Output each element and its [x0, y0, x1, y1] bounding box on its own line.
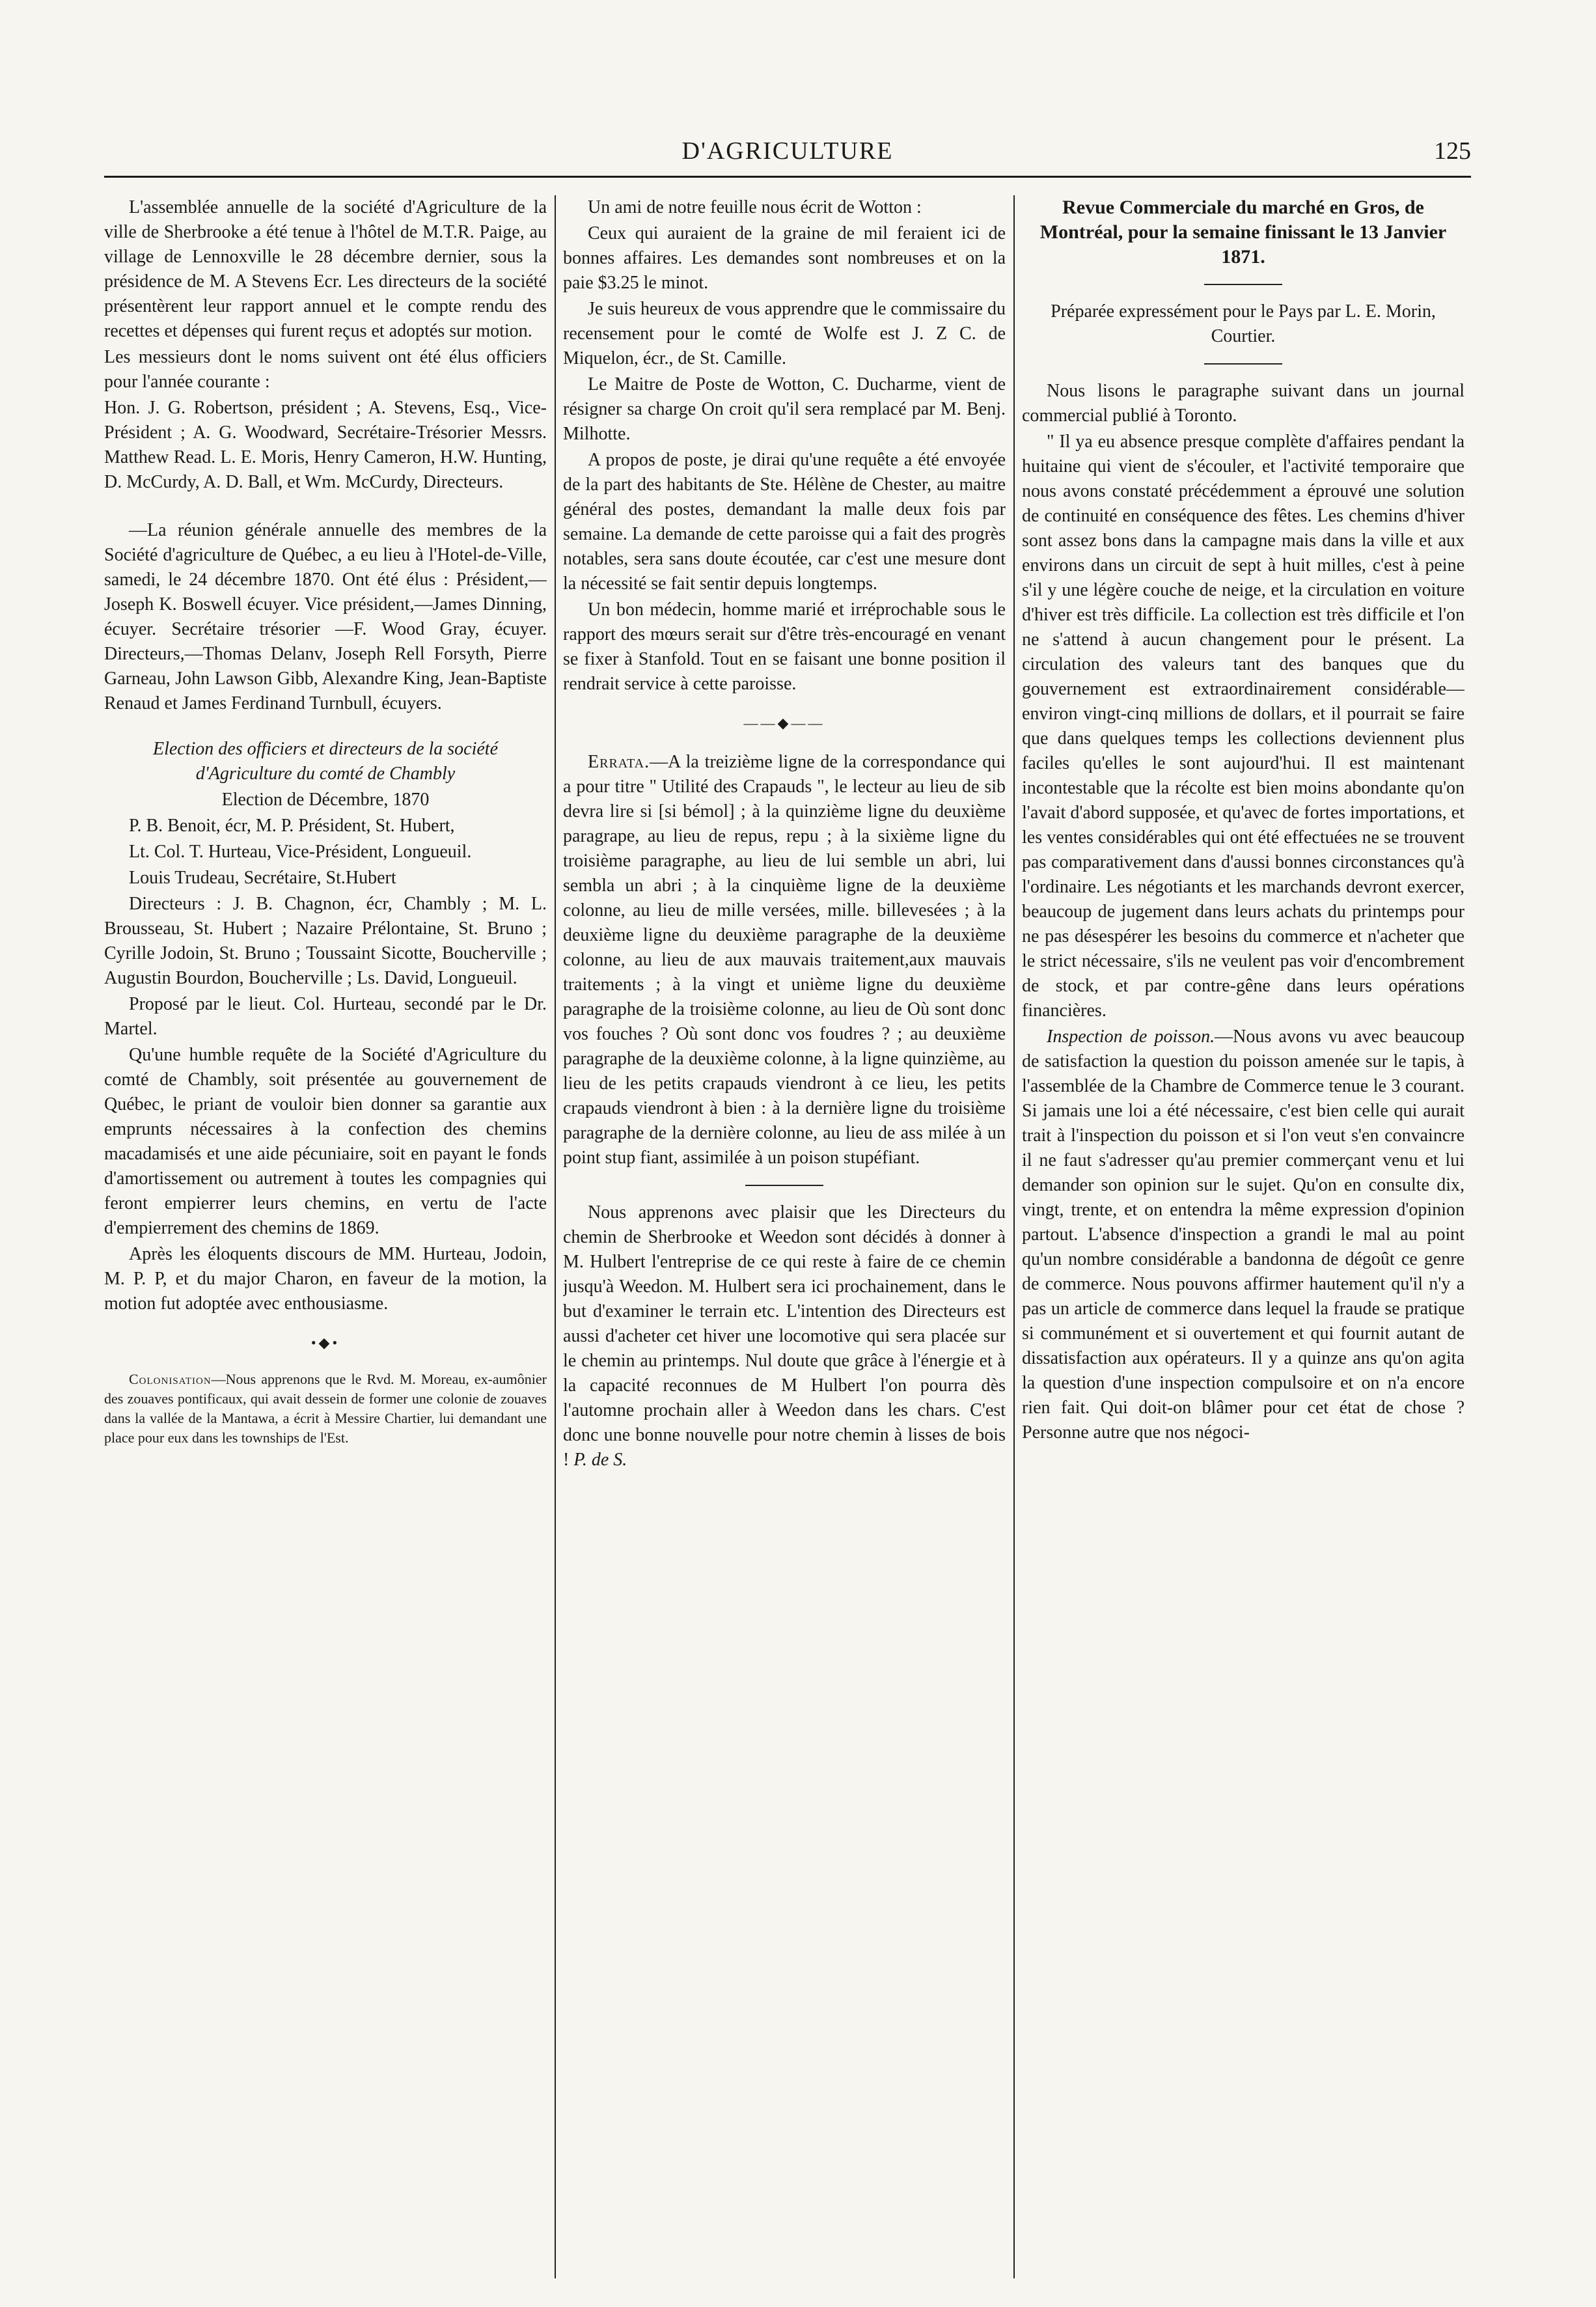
paragraph: L'assemblée annuelle de la société d'Agriculture de la ville de Sherbrooke a été tenue à l'hôtel de M.T.R. Paige, au village de Lennoxville le 28 décembre dernier, sous la présidence de M. A Stevens Ecr. Les directeurs de la société présentèrent leur rapport annuel et le compte rendu des recettes et dépenses qui furent reçus et adoptés sur motion. [104, 197, 547, 341]
errata-text: —A la treizième ligne de la correspondance qui a pour titre " Utilité des Crapauds ", le lecteur au lieu de sib devra lire si [si bémol] ; à la quinzième ligne du deuxième paragrape, au lieu de repus, repu ; à la sixième ligne du troisième paragraphe, au lieu de lui semble un abri, lui sembla un abri ; à la cinquième ligne de la deuxième colonne, au lieu de mille versées, mille. billevesées ; à la deuxième ligne du deuxième paragraphe de la deuxième colonne, au lieu de aux mauvais traitement,aux mauvais traitements ; à la vingt et unième ligne du deuxième paragraphe de la troisième colonne, au lieu de Où sont donc vos fouches ? Où sont donc vos foudres ? ; au deuxième paragraphe de la deuxième colonne, à la ligne quinzième, au lieu de les petits crapauds viendront à ce lieu, les petits crapauds viendront à bien : à la dernière ligne du troisième paragraphe de la dernière colonne, au lieu de ass milée à un point stup fiant, assimilée à un poison stupéfiant. [563, 752, 1006, 1168]
errata-label: Errata. [588, 752, 650, 772]
paragraph: " Il ya eu absence presque complète d'affaires pendant la huitaine qui vient de s'écouler, et l'activité temporaire que nous avons constaté précédemment a éprouvé une solution de continuité en conséquence des fêtes. Les chemins d'hiver sont assez bons dans la campagne mais dans la ville et aux environs dans un circuit de sept à huit milles, c'est à peine s'il y une légère couche de neige, et la circulation en voiture d'hiver est très difficile. La collection est très difficile et l'on ne s'attend à aucun changement pour le présent. La circulation des valeurs tant des banques que du gouvernement est extraordinairement considérable—environ vingt-cinq millions de dollars, et il pourrait se faire que dans quelques temps les collections deviennent plus faciles qu'elles le sont aujourd'hui. Il est maintenant incontestable que la récolte est bien moins abondante qu'on l'avait d'abord supposée, et qu'avec de fortes importations, et les ventes considérables qui ont été effectuées ne se trouvent pas comparativement dans d'aussi bonnes circonstances qu'à l'ordinaire. Les négotiants et les marchands devront exercer, beaucoup de jugement dans leurs achats du printemps pour ne pas désespérer les besoins du commerce et n'acheter que le strict nécessaire, s'ils ne veulent pas voir d'encombrement de stock, et par contre-gêne dans leurs opérations financières. [1022, 432, 1465, 1021]
header-rule [104, 176, 1471, 178]
page-header [104, 137, 1471, 176]
column-middle [563, 195, 1006, 2278]
section-heading: Election des officiers et directeurs de la société d'Agriculture du comté de Chambly [152, 739, 499, 784]
colonisation-label: Colonisation [129, 1371, 212, 1387]
column-divider [1013, 195, 1015, 2278]
paragraph: Ceux qui auraient de la graine de mil feraient ici de bonnes affaires. Les demandes sont nombreuses et on la paie $3.25 le minot. [563, 223, 1006, 293]
colonisation-text: —Nous apprenons que le Rvd. M. Moreau, ex-aumônier des zouaves pontificaux, qui avait dessein de former une colonie de zouaves dans la vallée de la Mantawa, a écrit à Messire Chartier, lui demandant une place pour eux dans les townships de l'Est. [104, 1371, 547, 1446]
column-right [1022, 195, 1465, 2278]
separator-ornament: ——◆—— [743, 715, 825, 731]
errata-paragraph [563, 750, 1006, 1170]
separator-line [1204, 284, 1282, 285]
page-number: 125 [1434, 137, 1471, 165]
paragraph: Louis Trudeau, Secrétaire, St.Hubert [129, 868, 396, 888]
paragraph: Inspection de poisson.—Nous avons vu avec beaucoup de satisfaction la question du poisson amenée sur le tapis, à l'assemblée de la Chambre de Commerce tenue le 3 courant. Si jamais une loi a été nécessaire, c'est bien celle qui aurait trait à l'inspection du poisson et si l'on veut s'en convaincre il ne faut s'adresser qu'au premier commerçant venu et lui demander son opinion sur le sujet. Qu'on en consulte dix, vingt, trente, et on entendra la même expression d'opinion partout. L'absence d'inspection a grandi le mal au point qu'un nombre considérable a bandonna de dégoût ce genre de commerce. Nous pouvons affirmer hautement qu'il n'y a pas un article de commerce dans lequel la fraude se pratique si communément et si ouvertement et qui fournit autant de dissatisfaction aux opérateurs. Il y a quinze ans qu'on agita la question d'une inspection compulsoire et on n'a encore rien fait. Qui doit-on blâmer pour cet état de chose ? Personne autre que nos négoci- [1022, 1027, 1465, 1443]
paragraph: Je suis heureux de vous apprendre que le commissaire du recensement pour le comté de Wolfe est J. Z C. de Miquelon, écr., de St. Camille. [563, 299, 1006, 368]
paragraph: Un ami de notre feuille nous écrit de Wotton : [588, 197, 922, 217]
inspection-label: Inspection de poisson. [1047, 1027, 1215, 1047]
colonisation-note [104, 1370, 547, 1448]
paragraph: Lt. Col. T. Hurteau, Vice-Président, Longueuil. [129, 842, 472, 862]
paragraph: Proposé par le lieut. Col. Hurteau, secondé par le Dr. Martel. [104, 994, 547, 1039]
separator-ornament: •◆• [310, 1334, 340, 1351]
section-heading: Revue Commerciale du marché en Gros, de Montréal, pour la semaine finissant le 13 Janvier 1871. [1039, 197, 1447, 268]
paragraph: Un bon médecin, homme marié et irréprochable sous le rapport des mœurs serait sur d'être très-encouragé en venant se fixer à Stanfold. Tout en se faisant une bonne position il rendrait service à cette paroisse. [563, 600, 1006, 694]
paragraph: Nous apprenons avec plaisir que les Directeurs du chemin de Sherbrooke et Weedon sont décidés à donner à M. Hulbert l'entreprise de ce qui reste à faire de ce chemin jusqu'à Weedon. M. Hulbert sera ici prochainement, dans le but d'examiner le terrain etc. L'intention des Directeurs est aussi d'acheter cet hiver une locomotive qui sera placée sur le chemin au printemps. Nul doute que grâce à l'énergie et à la capacité reconnues de M Hulbert l'on pourra dès l'automne prochain aller à Weedon dans les chars. C'est donc une bonne nouvelle pour notre chemin à lisses de bois ! P. de S. [563, 1202, 1006, 1470]
signature: P. de S. [573, 1450, 627, 1470]
paragraph: Les messieurs dont le noms suivent ont été élus officiers pour l'année courante : [104, 347, 547, 392]
separator-line [745, 1185, 823, 1186]
paragraph: Nous lisons le paragraphe suivant dans un journal commercial publié à Toronto. [1022, 381, 1465, 426]
paragraph: Après les éloquents discours de MM. Hurteau, Jodoin, M. P. P, et du major Charon, en faveur de la motion, la motion fut adoptée avec enthousiasme. [104, 1244, 547, 1314]
byline: Préparée expressément pour le Pays par L. E. Morin, Courtier. [1051, 301, 1436, 346]
paragraph: Le Maitre de Poste de Wotton, C. Ducharme, vient de résigner sa charge On croit qu'il sera remplacé par M. Benj. Milhotte. [563, 374, 1006, 444]
paragraph: —La réunion générale annuelle des membres de la Société d'agriculture de Québec, a eu lieu à l'Hotel-de-Ville, samedi, le 24 décembre 1870. Ont été élus : Président,—Joseph K. Boswell écuyer. Vice président,—James Dinning, écuyer. Secrétaire trésorier —F. Wood Gray, écuyer. Directeurs,—Thomas Delanv, Joseph Rell Forsyth, Pierre Garneau, John Lawson Gibb, Alexandre King, Jean-Baptiste Renaud et James Ferdinand Turnbull, écuyers. [104, 520, 547, 713]
column-left [104, 195, 547, 2278]
paragraph: Qu'une humble requête de la Société d'Agriculture du comté de Chambly, soit présentée au gouvernement de Québec, le priant de vouloir bien donner sa garantie aux emprunts nécessaires à la confection des chemins macadamisés et une aide pécuniaire, soit en payant le fonds d'amortissement ou autrement à toutes les compagnies qui feront empierrer leurs chemins, en vertu de l'acte d'empierrement des chemins de 1869. [104, 1045, 547, 1238]
paragraph: A propos de poste, je dirai qu'une requête a été envoyée de la part des habitants de Ste. Hélène de Chester, au maitre général des postes, demandant la malle deux fois par semaine. La demande de cette paroisse qui a fait des progrès notables, sera sans doute écoutée, car c'est une mesure dont la nécessité se fait sentir depuis longtemps. [563, 450, 1006, 594]
section-subheading: Election de Décembre, 1870 [221, 790, 430, 810]
column-divider [555, 195, 556, 2278]
running-title: D'AGRICULTURE [681, 137, 894, 165]
paragraph: P. B. Benoit, écr, M. P. Président, St. Hubert, [129, 816, 455, 836]
paragraph: Directeurs : J. B. Chagnon, écr, Chambly ; M. L. Brousseau, St. Hubert ; Nazaire Prélontaine, St. Bruno ; Cyrille Jodoin, St. Bruno ; Toussaint Sicotte, Boucherville ; Augustin Bourdon, Boucherville ; Ls. David, Longueuil. [104, 894, 547, 988]
separator-line [1204, 363, 1282, 365]
paragraph: Hon. J. G. Robertson, président ; A. Stevens, Esq., Vice-Président ; A. G. Woodward, Secrétaire-Trésorier Messrs. Matthew Read. L. E. Moris, Henry Cameron, H.W. Hunting, D. McCurdy, A. D. Ball, et Wm. McCurdy, Directeurs. [104, 398, 547, 492]
